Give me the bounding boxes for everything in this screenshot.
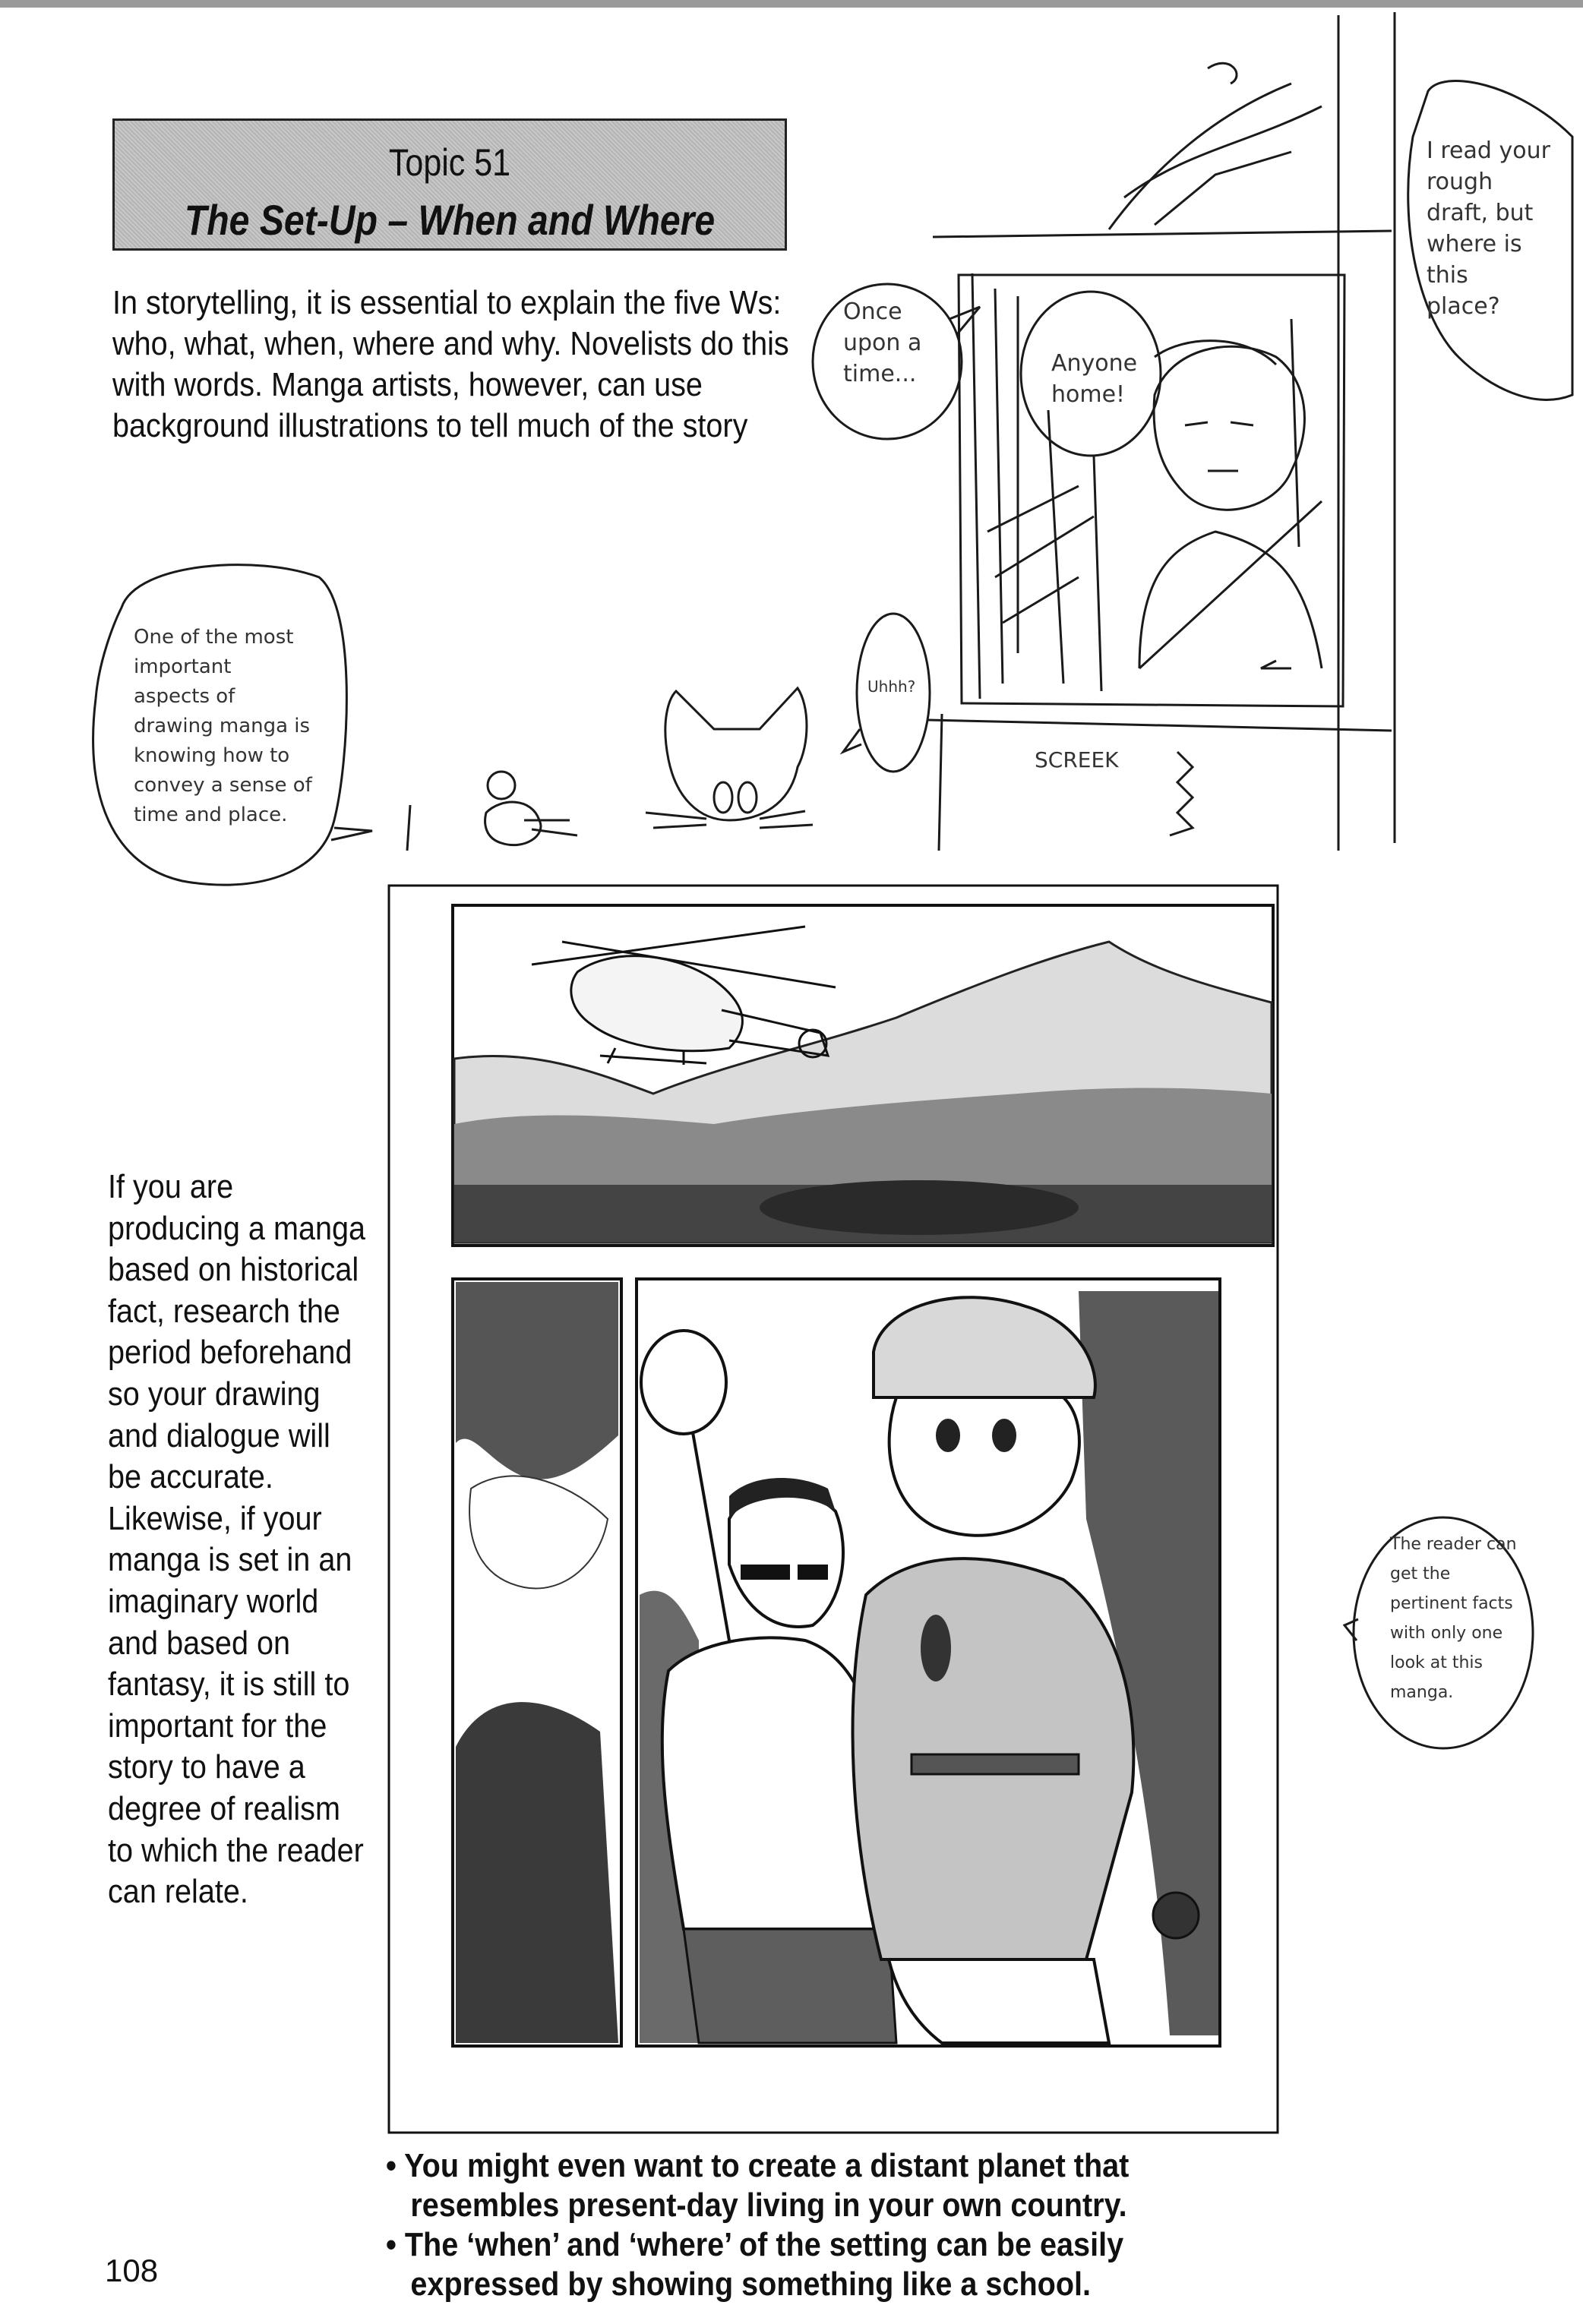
topic-number: Topic 51 <box>388 141 511 184</box>
screek-sound-marks <box>1170 752 1193 835</box>
bubble-text-anyone-home: Anyone home! <box>1051 350 1138 408</box>
bubble-text-reader-can: The reader can get the pertinent facts with only one look at this manga. <box>1390 1535 1517 1702</box>
rough-sketch-character <box>972 273 1322 699</box>
cat-drawing <box>646 688 813 828</box>
page-number: 108 <box>105 2253 159 2288</box>
topic-title: The Set-Up – When and Where <box>184 196 716 244</box>
sound-effect-screek: SCREEK <box>1035 747 1119 772</box>
panel-helicopter-landscape <box>453 905 1273 1246</box>
bullet-item: • The ‘when’ and ‘where’ of the setting can be easily expressed by showing something like a school. <box>386 2226 1124 2303</box>
bullet-item: • You might even want to create a distant planet that resembles present-day living in your own country. <box>386 2147 1130 2224</box>
bubble-text-uhhh: Uhhh? <box>867 677 916 696</box>
mouse-drawing <box>407 772 577 851</box>
bubble-text-most-important: One of the most important aspects of drawing manga is knowing how to convey a sense of time and place. <box>134 626 312 826</box>
intro-paragraph: In storytelling, it is essential to explain the five Ws: who, what, when, where and why. Novelists do this with words. Manga artists, however, can use background illustrations to tell much of the story <box>112 284 789 444</box>
panel-jungle-characters <box>453 1279 1220 2046</box>
sidebar-paragraph: If you are producing a manga based on historical fact, research the period beforehand so your drawing and dialogue will be accurate. Likewise, if your manga is set in an imaginary world and based on fantasy, it is still to important for the story to have a degree of realism to which the reader can relate. <box>108 1168 366 1911</box>
bubble-text-once-upon: Once upon a time... <box>843 298 922 387</box>
bubble-text-read-rough: I read your rough draft, but where is this place? <box>1427 137 1550 320</box>
